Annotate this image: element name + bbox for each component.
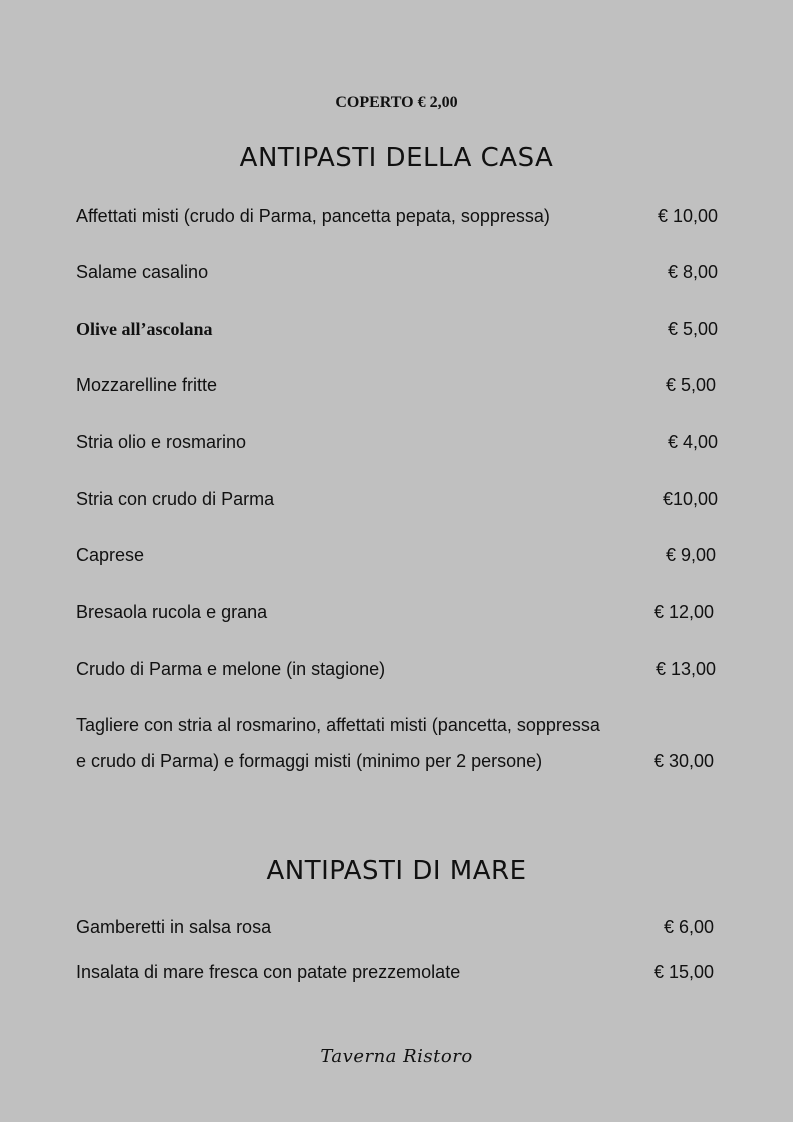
menu-item (76, 600, 718, 624)
menu-item-name: Gamberetti in salsa rosa (76, 917, 272, 937)
menu-item-name: Caprese (76, 545, 145, 565)
menu-item-name: Stria olio e rosmarino (76, 432, 247, 452)
menu-item-name: Salame casalino (76, 262, 209, 282)
menu-item-name-line1: Tagliere con stria al rosmarino, affettati misti (pancetta, soppressa (76, 715, 600, 735)
menu-item (76, 657, 718, 681)
menu-item (76, 487, 718, 511)
menu-item-name: Insalata di mare fresca con patate prezzemolate (76, 962, 461, 982)
menu-item-name: Mozzarelline fritte (76, 375, 218, 395)
menu-item (76, 373, 718, 397)
menu-item-price: € 12,00 (653, 602, 714, 622)
menu-item-name: Bresaola rucola e grana (76, 602, 268, 622)
menu-item-name: Crudo di Parma e melone (in stagione) (76, 659, 386, 679)
menu-item-price: € 9,00 (665, 545, 716, 565)
menu-item-price: € 6,00 (663, 917, 714, 937)
menu-item (76, 260, 718, 284)
menu-item (76, 204, 718, 228)
menu-item (76, 960, 718, 984)
section-title-antipasti-mare: ANTIPASTI DI MARE (266, 856, 527, 886)
menu-item-price: € 10,00 (657, 206, 718, 226)
menu-item-name: Olive all’ascolana (76, 319, 213, 339)
menu-item-price: € 5,00 (667, 319, 718, 339)
menu-item-price: € 4,00 (667, 432, 718, 452)
menu-item (76, 915, 718, 939)
footer-brand: Taverna Ristoro (320, 1046, 473, 1067)
coperto-label: COPERTO € 2,00 (335, 94, 458, 111)
section-title-antipasti-casa: ANTIPASTI DELLA CASA (239, 143, 554, 173)
menu-item (76, 430, 718, 454)
menu-item-price: € 15,00 (653, 962, 714, 982)
menu-item-price: €10,00 (662, 489, 718, 509)
menu-item-price: € 13,00 (655, 659, 716, 679)
menu-item-price: € 8,00 (667, 262, 718, 282)
menu-item-tagliere (76, 713, 718, 773)
menu-item (76, 543, 718, 567)
menu-item-name-line2: e crudo di Parma) e formaggi misti (minimo per 2 persone) (76, 751, 543, 771)
menu-item-price: € 5,00 (665, 375, 716, 395)
menu-item-price: € 30,00 (653, 751, 714, 771)
menu-item (76, 317, 718, 341)
menu-item-name: Stria con crudo di Parma (76, 489, 275, 509)
menu-item-name: Affettati misti (crudo di Parma, pancetta pepata, soppressa) (76, 206, 550, 226)
